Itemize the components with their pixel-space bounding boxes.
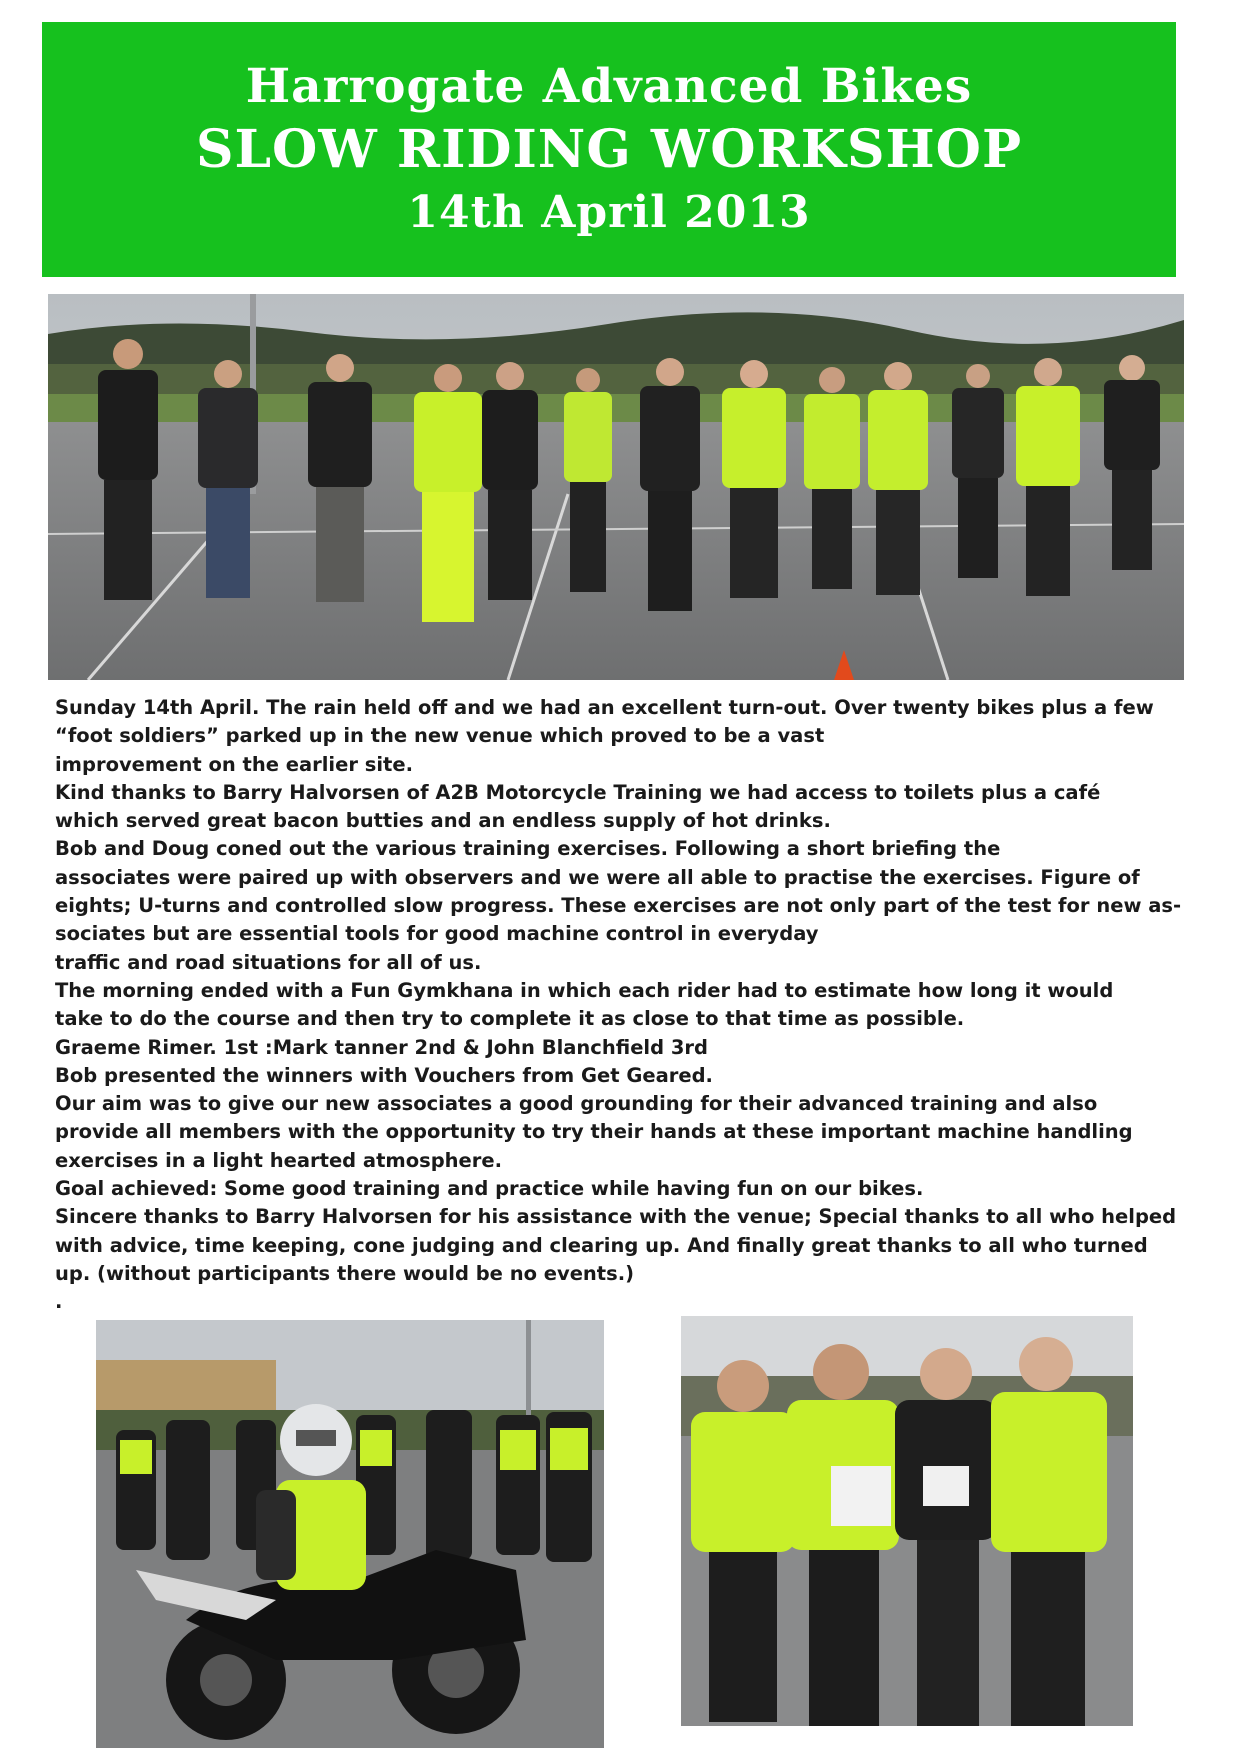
article-line: The morning ended with a Fun Gymkhana in which each rider had to estimate how long it would — [55, 978, 1114, 1002]
article-line: . — [55, 1290, 63, 1314]
article-line: provide all members with the opportunity to try their hands at these important machine handling — [55, 1120, 1133, 1144]
article-line: “foot soldiers” parked up in the new venue which proved to be a vast — [55, 724, 825, 748]
article-line: Sincere thanks to Barry Halvorsen for his assistance with the venue; Special thanks to all who helped — [55, 1205, 1177, 1229]
rider-photo — [96, 1320, 604, 1748]
article-line: Graeme Rimer. 1st :Mark tanner 2nd & John Blanchfield 3rd — [55, 1035, 708, 1059]
article-line: exercises in a light hearted atmosphere. — [55, 1148, 503, 1172]
article-line: Bob presented the winners with Vouchers from Get Geared. — [55, 1063, 713, 1087]
event-title: SLOW RIDING WORKSHOP — [195, 118, 1023, 180]
article-text — [55, 694, 1185, 1317]
article-line: Kind thanks to Barry Halvorsen of A2B Motorcycle Training we had access to toilets plus a café — [55, 780, 1101, 804]
winners-photo — [681, 1316, 1133, 1726]
article-line: Sunday 14th April. The rain held off and we had an excellent turn-out. Over twenty bikes plus a few — [55, 696, 1154, 719]
article-line: up. (without participants there would be no events.) — [55, 1261, 635, 1285]
article-line: which served great bacon butties and an endless supply of hot drinks. — [55, 809, 831, 833]
article-line: Goal achieved: Some good training and practice while having fun on our bikes. — [55, 1177, 924, 1201]
article-line: Our aim was to give our new associates a good grounding for their advanced training and also — [55, 1092, 1098, 1116]
group-photo — [48, 294, 1184, 680]
article-line: with advice, time keeping, cone judging and clearing up. And finally great thanks to all who turned — [55, 1233, 1148, 1257]
article-line: traffic and road situations for all of us. — [55, 950, 482, 974]
article-line: take to do the course and then try to complete it as close to that time as possible. — [55, 1007, 965, 1031]
club-name: Harrogate Advanced Bikes — [245, 58, 973, 114]
article-line: improvement on the earlier site. — [55, 752, 413, 776]
article-line: Bob and Doug coned out the various training exercises. Following a short briefing the — [55, 837, 1001, 861]
article-line: sociates but are essential tools for good machine control in everyday — [55, 922, 819, 946]
event-date: 14th April 2013 — [407, 186, 811, 238]
article-line: associates were paired up with observers and we were all able to practise the exercises. Figure of — [55, 865, 1140, 889]
title-banner — [42, 22, 1176, 277]
article-line: eights; U-turns and controlled slow progress. These exercises are not only part of the test for new as- — [55, 894, 1182, 918]
